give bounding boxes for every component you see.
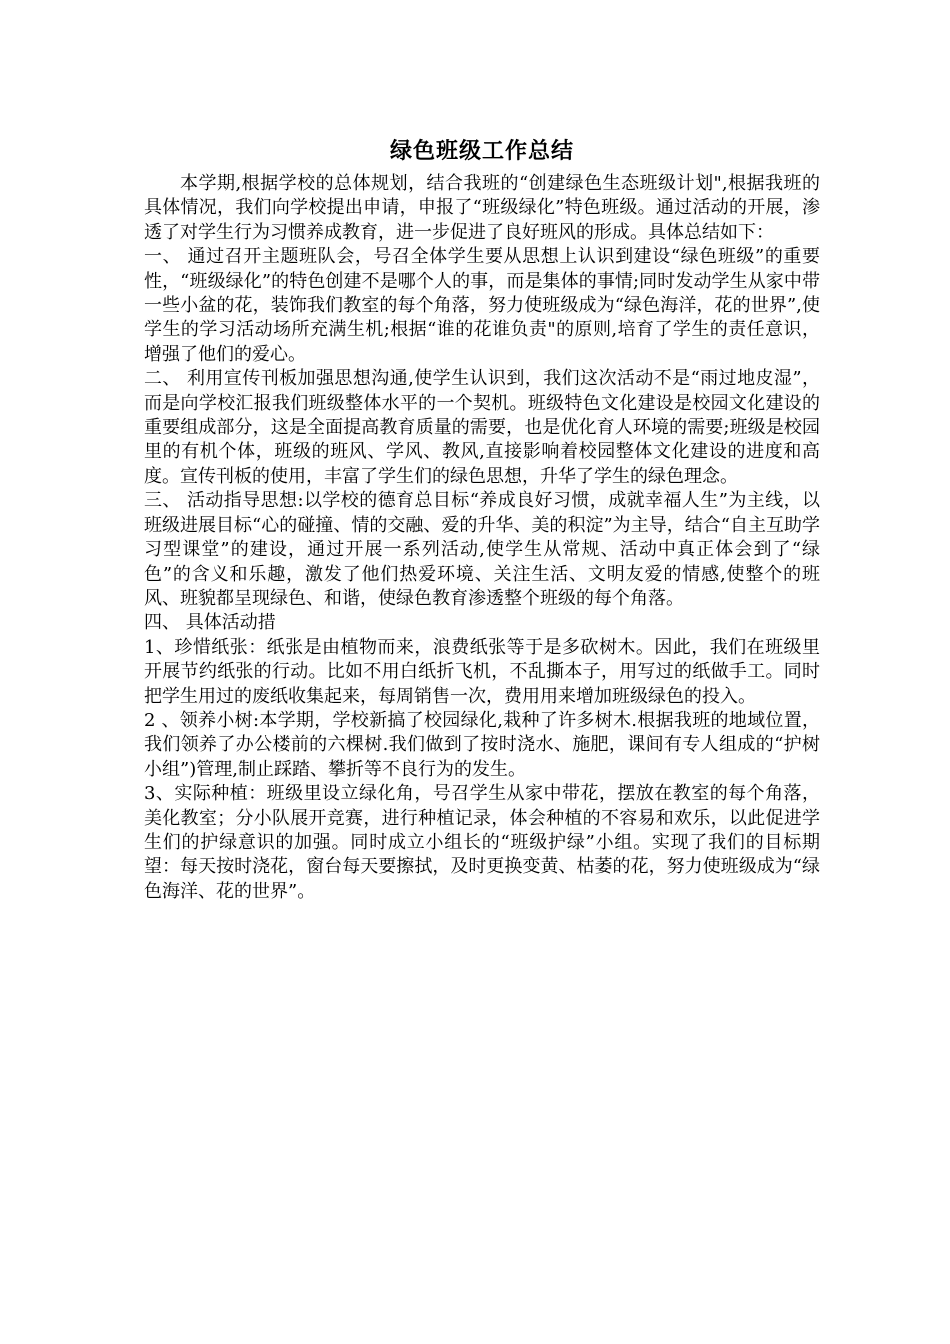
document-body (144, 136, 820, 904)
measure-one-paragraph: 1、珍惜纸张：纸张是由植物而来，浪费纸张等于是多砍树木。因此，我们在班级里开展节约纸张的行动。比如不用白纸折飞机，不乱撕本子，用写过的纸做手工。同时把学生用过的废纸收集起来，每周销售一次，费用用来增加班级绿色的投入。 (144, 636, 820, 707)
measure-three-paragraph: 3、实际种植：班级里设立绿化角，号召学生从家中带花，摆放在教室的每个角落，美化教室；分小队展开竞赛，进行种植记录，体会种植的不容易和欢乐，以此促进学生们的护绿意识的加强。同时成立小组长的“班级护绿”小组。实现了我们的目标期望：每天按时浇花，窗台每天要擦拭，及时更换变黄、枯萎的花，努力使班级成为“绿色海洋、花的世界”。 (144, 783, 820, 902)
document-title: 绿色班级工作总结 (389, 138, 574, 164)
section-one-paragraph: 一、 通过召开主题班队会，号召全体学生要从思想上认识到建设“绿色班级”的重要性，“班级绿化”的特色创建不是哪个人的事，而是集体的事情;同时发动学生从家中带一些小盆的花，装饰我们教室的每个角落，努力使班级成为“绿色海洋，花的世界”,使学生的学习活动场所充满生机;根据“谁的花谁负责"的原则,培育了学生的责任意识，增强了他们的爱心。 (144, 246, 820, 365)
section-three-paragraph: 三、 活动指导思想:以学校的德育总目标“养成良好习惯，成就幸福人生”为主线，以班级进展目标“心的碰撞、情的交融、爱的升华、美的积淀”为主导，结合“自主互助学习型课堂”的建设，通过开展一系列活动,使学生从常规、活动中真正体会到了“绿色”的含义和乐趣，激发了他们热爱环境、关注生活、文明友爱的情感,使整个的班风、班貌都呈现绿色、和谐，使绿色教育渗透整个班级的每个角落。 (144, 490, 820, 609)
section-four-heading: 四、 具体活动措 (144, 612, 276, 634)
section-two-paragraph: 二、 利用宣传刊板加强思想沟通,使学生认识到，我们这次活动不是“雨过地皮湿”，而是向学校汇报我们班级整体水平的一个契机。班级特色文化建设是校园文化建设的重要组成部分，这是全面提高教育质量的需要，也是优化育人环境的需要;班级是校园里的有机个体，班级的班风、学风、教风,直接影响着校园整体文化建设的进度和高度。宣传刊板的使用，丰富了学生们的绿色思想，升华了学生的绿色理念。 (144, 368, 820, 487)
measure-two-paragraph: 2 、领养小树:本学期，学校新搞了校园绿化,栽种了许多树木.根据我班的地域位置，我们领养了办公楼前的六棵树.我们做到了按时浇水、施肥，课间有专人组成的“护树小组”)管理,制止踩踏、攀折等不良行为的发生。 (144, 709, 820, 780)
intro-paragraph: 本学期,根据学校的总体规划，结合我班的“创建绿色生态班级计划",根据我班的具体情况，我们向学校提出申请，申报了“班级绿化”特色班级。通过活动的开展，渗透了对学生行为习惯养成教育，进一步促进了良好班风的形成。具体总结如下： (144, 173, 820, 243)
